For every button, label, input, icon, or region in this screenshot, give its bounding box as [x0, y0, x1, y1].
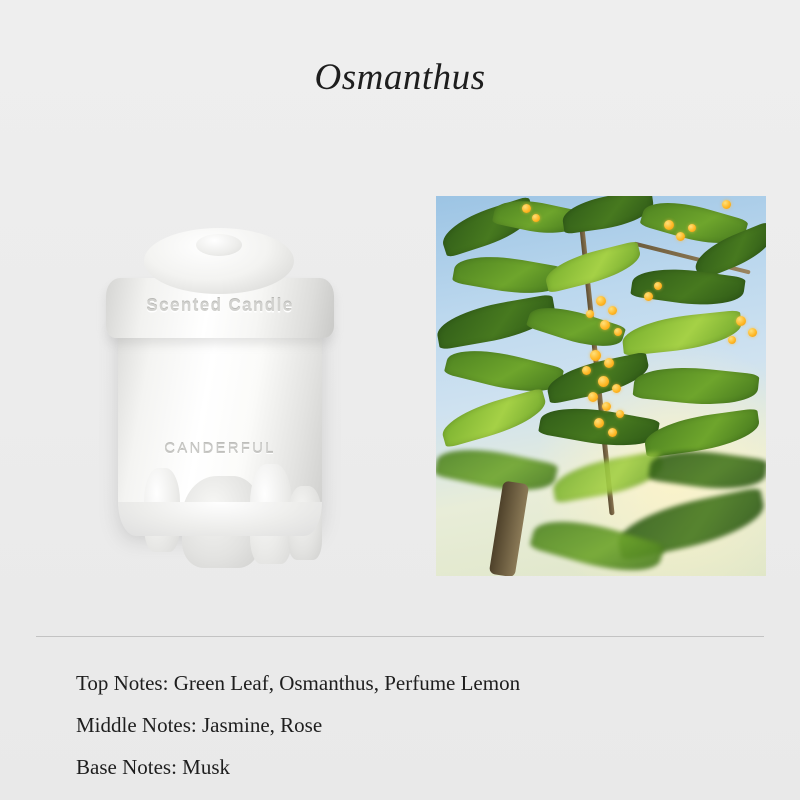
flower-icon	[728, 336, 736, 344]
flower-icon	[594, 418, 604, 428]
flower-icon	[586, 310, 594, 318]
flower-icon	[608, 428, 617, 437]
flower-icon	[654, 282, 662, 290]
relief-horse-icon	[182, 476, 260, 568]
divider	[36, 636, 764, 637]
flower-icon	[736, 316, 746, 326]
flower-icon	[644, 292, 653, 301]
relief-figure-icon	[144, 468, 180, 552]
flower-icon	[604, 358, 614, 368]
flower-icon	[614, 328, 622, 336]
osmanthus-photo	[436, 196, 766, 576]
flower-icon	[616, 410, 624, 418]
flower-icon	[602, 402, 611, 411]
flower-icon	[588, 392, 598, 402]
relief-child-icon	[288, 486, 322, 560]
flower-icon	[596, 296, 606, 306]
flower-icon	[532, 214, 540, 222]
flower-icon	[688, 224, 696, 232]
relief-person-icon	[250, 464, 292, 564]
base-notes-line: Base Notes: Musk	[76, 755, 230, 779]
flower-icon	[590, 350, 601, 361]
flower-icon	[676, 232, 685, 241]
flower-icon	[582, 366, 591, 375]
middle-notes-line: Middle Notes: Jasmine, Rose	[76, 713, 323, 737]
jar-body	[118, 318, 322, 530]
jar-brand-text: CANDERFUL	[164, 440, 276, 457]
candle-jar	[100, 222, 340, 552]
jar-lid-knob	[196, 234, 242, 256]
flower-icon	[600, 320, 610, 330]
flower-icon	[664, 220, 674, 230]
flower-icon	[722, 200, 731, 209]
top-notes-line: Top Notes: Green Leaf, Osmanthus, Perfume Lemon	[76, 671, 521, 695]
fragrance-notes	[76, 662, 736, 788]
flower-icon	[608, 306, 617, 315]
flower-icon	[522, 204, 531, 213]
jar-lid-text: Scented Candle	[146, 295, 294, 316]
flower-icon	[748, 328, 757, 337]
product-image	[60, 196, 380, 576]
page-title: Osmanthus	[314, 57, 486, 98]
flower-icon	[612, 384, 621, 393]
flower-icon	[598, 376, 609, 387]
